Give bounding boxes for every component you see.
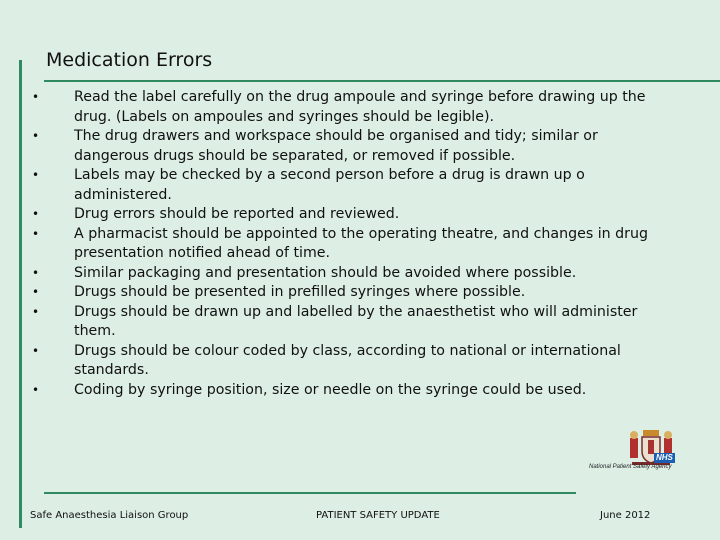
bullet-text: A pharmacist should be appointed to the operating theatre, and changes in drug presentation notified ahead of time. xyxy=(74,225,648,261)
footer-organisation: Safe Anaesthesia Liaison Group xyxy=(30,510,189,521)
title-underline-rule xyxy=(44,80,720,82)
footer-rule xyxy=(44,492,576,494)
left-accent-rule xyxy=(19,60,22,528)
bullet-dot: • xyxy=(32,168,40,182)
bullet-text: Drug errors should be reported and reviewed. xyxy=(74,206,400,222)
bullet-dot: • xyxy=(32,343,40,358)
bullet-text: The drug drawers and workspace should be organised and tidy; similar or dangerous drugs should be separated, or removed if possible. xyxy=(74,128,598,164)
bullet-item xyxy=(30,381,650,401)
nhs-logo-badge: NHS xyxy=(656,453,673,462)
bullet-item xyxy=(30,283,650,303)
bullet-dot: • xyxy=(32,207,40,221)
bullet-text: Similar packaging and presentation should be avoided where possible. xyxy=(74,264,577,281)
bullet-dot: • xyxy=(32,90,40,104)
slide-title: Medication Errors xyxy=(46,49,213,71)
bullet-text: Coding by syringe position, size or needle on the syringe could be used. xyxy=(74,381,587,398)
bullet-dot: • xyxy=(32,382,40,397)
bullet-item xyxy=(30,205,650,225)
bullet-dot: • xyxy=(32,226,40,241)
footer-date: June 2012 xyxy=(600,510,651,521)
bullet-item xyxy=(30,127,650,166)
bullet-item xyxy=(30,303,650,342)
bullet-dot: • xyxy=(32,304,40,319)
bullet-item xyxy=(30,264,650,284)
bullet-dot: • xyxy=(32,285,40,299)
bullet-text: Labels may be checked by a second person before a drug is drawn up o administered. xyxy=(74,167,585,203)
bullet-text: Read the label carefully on the drug ampoule and syringe before drawing up the drug. (Labels on ampoules and syringes should be legible). xyxy=(74,89,646,125)
bullet-list xyxy=(30,88,650,400)
bullet-item xyxy=(30,342,650,381)
bullet-text: Drugs should be drawn up and labelled by the anaesthetist who will administer them. xyxy=(74,303,638,339)
bullet-dot: • xyxy=(32,129,40,143)
bullet-dot: • xyxy=(32,265,40,280)
footer-title: PATIENT SAFETY UPDATE xyxy=(316,510,440,521)
bullet-text: Drugs should be presented in prefilled syringes where possible. xyxy=(74,284,526,300)
bullet-item xyxy=(30,225,650,264)
agency-name: National Patient Safety Agency xyxy=(589,464,672,470)
bullet-text: Drugs should be colour coded by class, according to national or international standards. xyxy=(74,342,621,378)
bullet-item xyxy=(30,88,650,127)
bullet-item xyxy=(30,166,650,205)
